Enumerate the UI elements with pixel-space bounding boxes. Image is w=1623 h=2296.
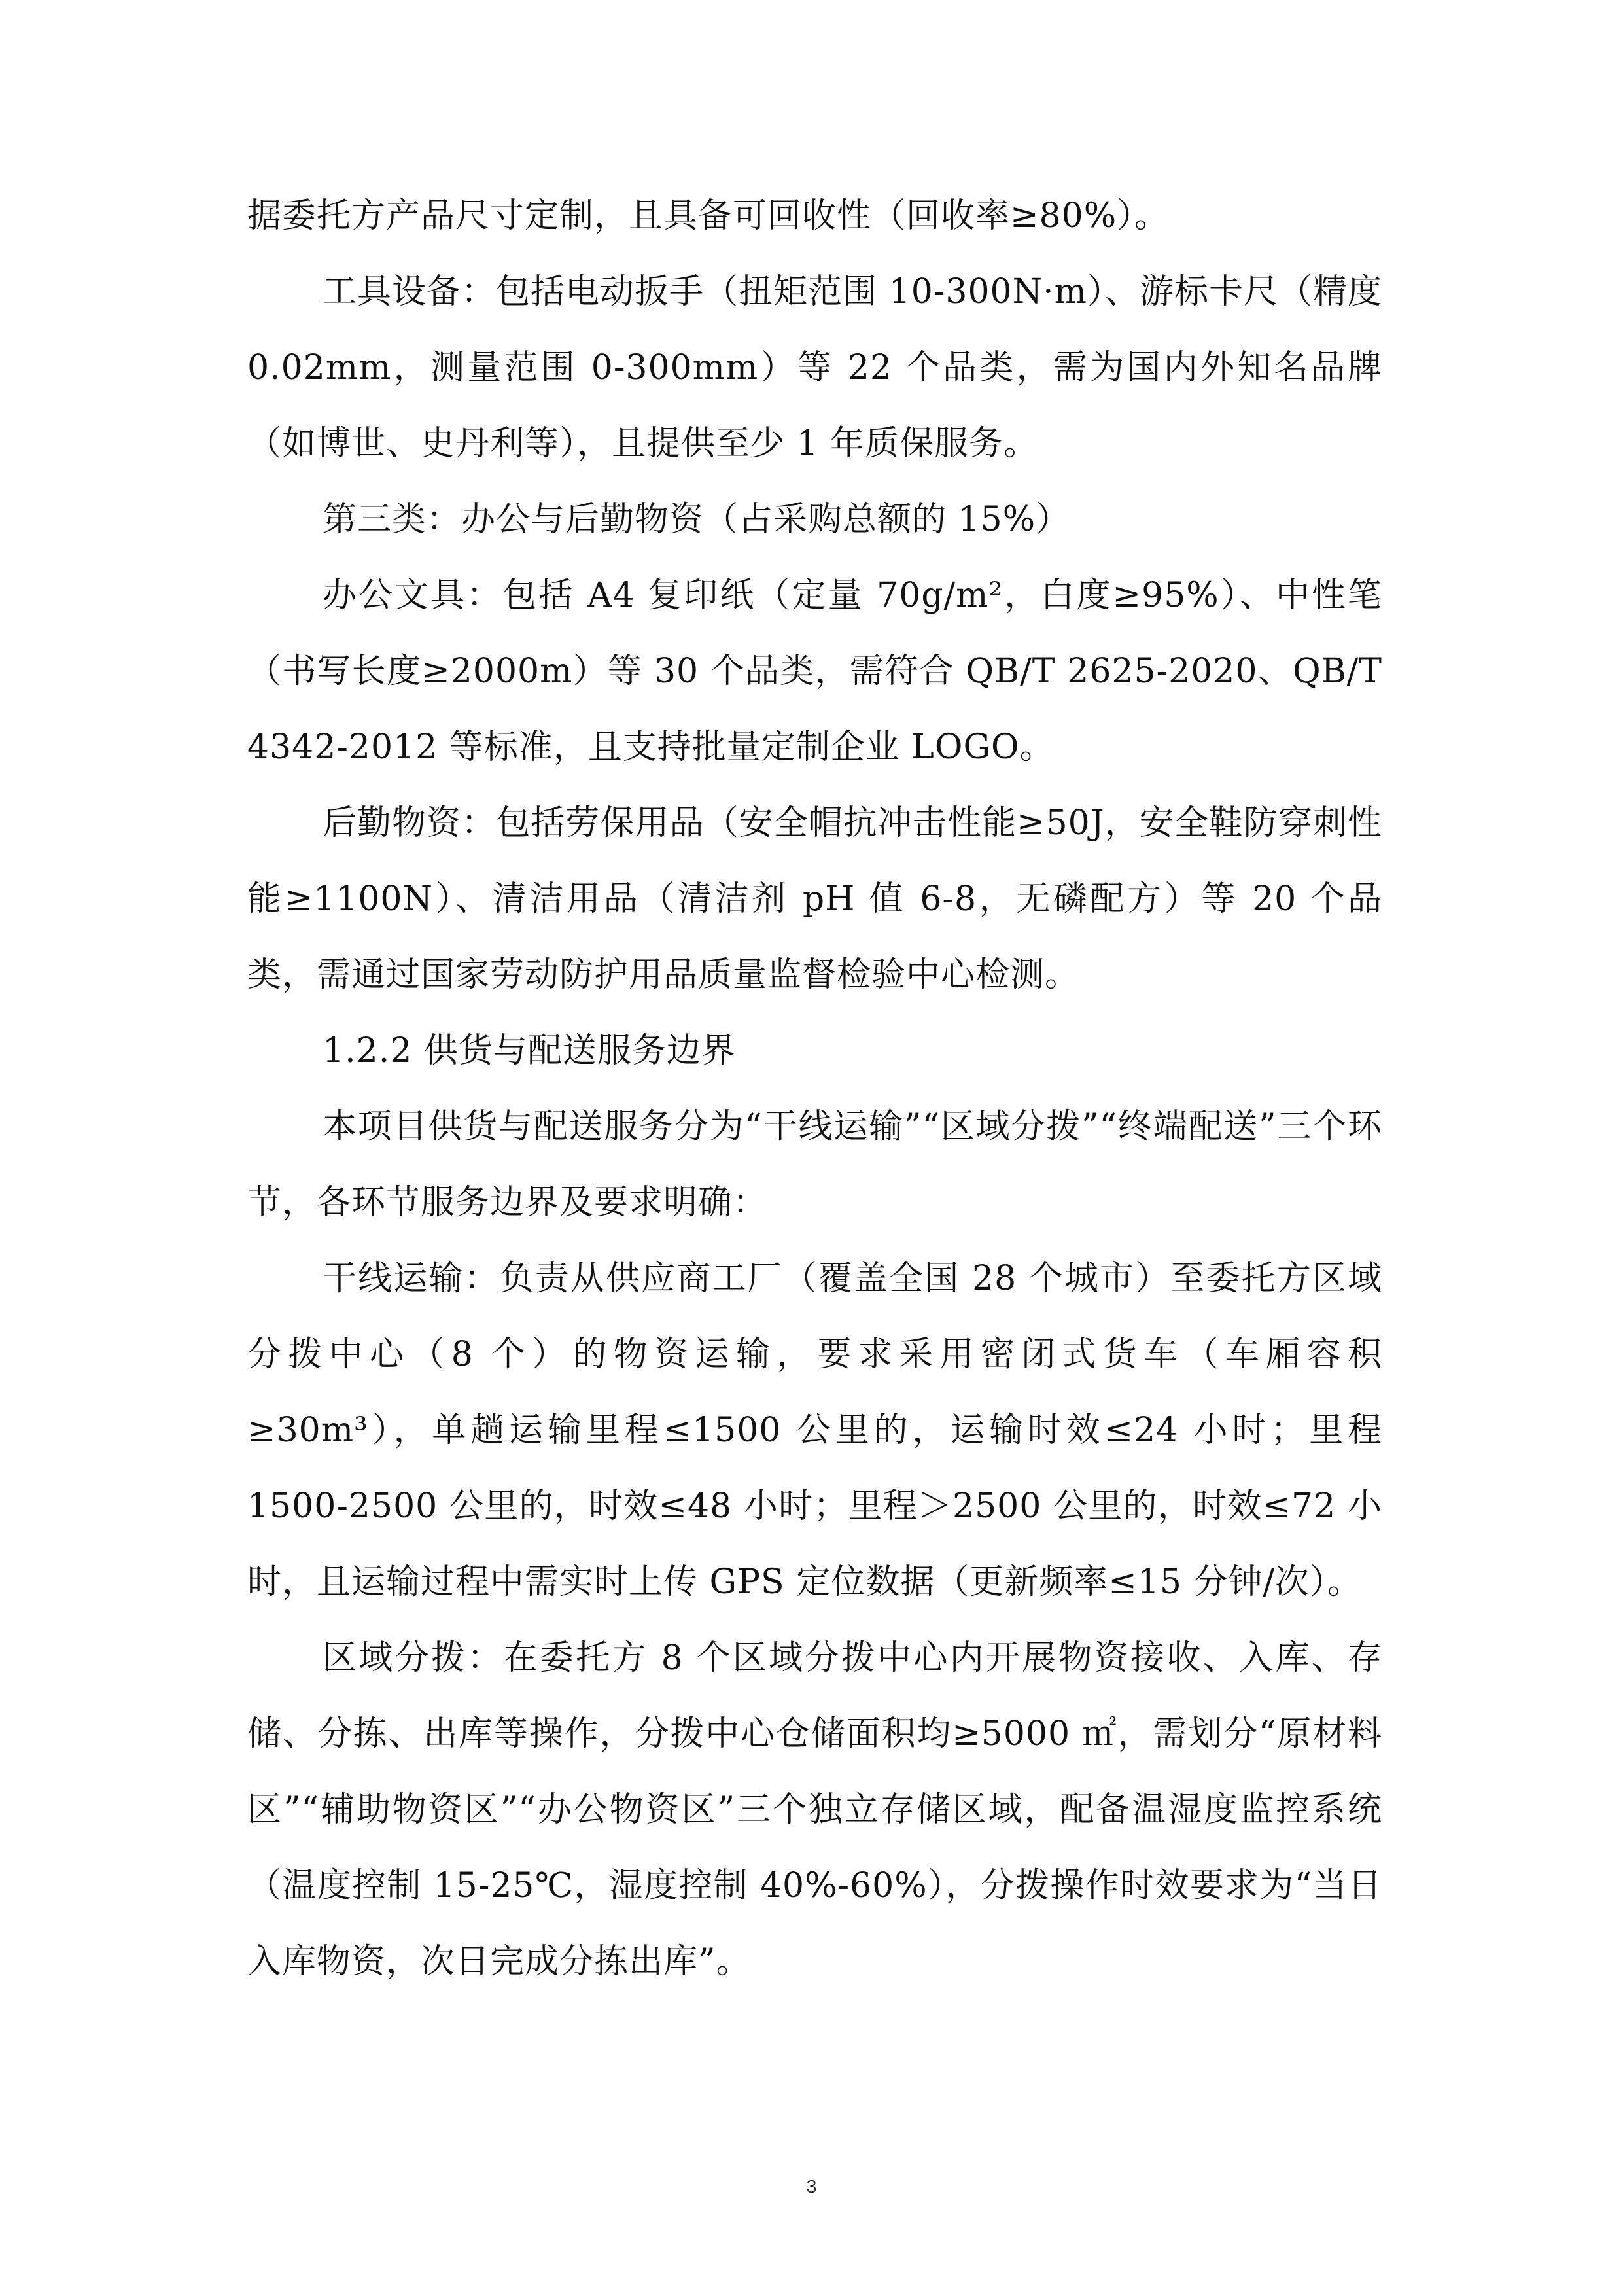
paragraph-trunk-transport: 干线运输：负责从供应商工厂（覆盖全国 28 个城市）至委托方区域分拨中心（8 个）的物资运输，要求采用密闭式货车（车厢容积≥30m³），单趟运输里程≤1500 公里的，运输时效≤24 小时；里程 1500-2500 公里的，时效≤48 小时；里程＞2500 公里的，时效≤72 小时，且运输过程中需实时上传 GPS 定位数据（更新频率≤15 分钟/次）。 bbox=[247, 1259, 1382, 1602]
paragraph-logistics-supplies: 后勤物资：包括劳保用品（安全帽抗冲击性能≥50J，安全鞋防穿刺性能≥1100N）、清洁用品（清洁剂 pH 值 6-8，无磷配方）等 20 个品类，需通过国家劳动防护用品质量监督检验中心检测。 bbox=[247, 804, 1382, 995]
paragraph-continuation: 据委托方产品尺寸定制，且具备可回收性（回收率≥80%）。 bbox=[247, 196, 1170, 236]
paragraph-category-three: 第三类：办公与后勤物资（占采购总额的 15%） bbox=[323, 500, 1071, 539]
page-number: 3 bbox=[806, 2176, 817, 2197]
paragraph-tools-equipment: 工具设备：包括电动扳手（扭矩范围 10-300N·m）、游标卡尺（精度 0.02mm，测量范围 0-300mm）等 22 个品类，需为国内外知名品牌（如博世、史丹利等），且提供至少 1 年质保服务。 bbox=[247, 272, 1382, 463]
paragraph-delivery-overview: 本项目供货与配送服务分为“干线运输”“区域分拨”“终端配送”三个环节，各环节服务边界及要求明确： bbox=[247, 1107, 1382, 1222]
paragraph-office-stationery: 办公文具：包括 A4 复印纸（定量 70g/m²，白度≥95%）、中性笔（书写长度≥2000m）等 30 个品类，需符合 QB/T 2625-2020、QB/T 4342-2012 等标准，且支持批量定制企业 LOGO。 bbox=[247, 576, 1382, 767]
section-heading: 1.2.2 供货与配送服务边界 bbox=[323, 1031, 736, 1070]
body-text bbox=[247, 178, 1382, 2000]
paragraph-regional-distribution: 区域分拨：在委托方 8 个区域分拨中心内开展物资接收、入库、存储、分拣、出库等操作，分拨中心仓储面积均≥5000 ㎡，需划分“原材料区”“辅助物资区”“办公物资区”三个独立存储区域，配备温湿度监控系统（温度控制 15-25℃，湿度控制 40%-60%），分拨操作时效要求为“当日入库物资，次日完成分拣出库”。 bbox=[247, 1638, 1382, 1981]
